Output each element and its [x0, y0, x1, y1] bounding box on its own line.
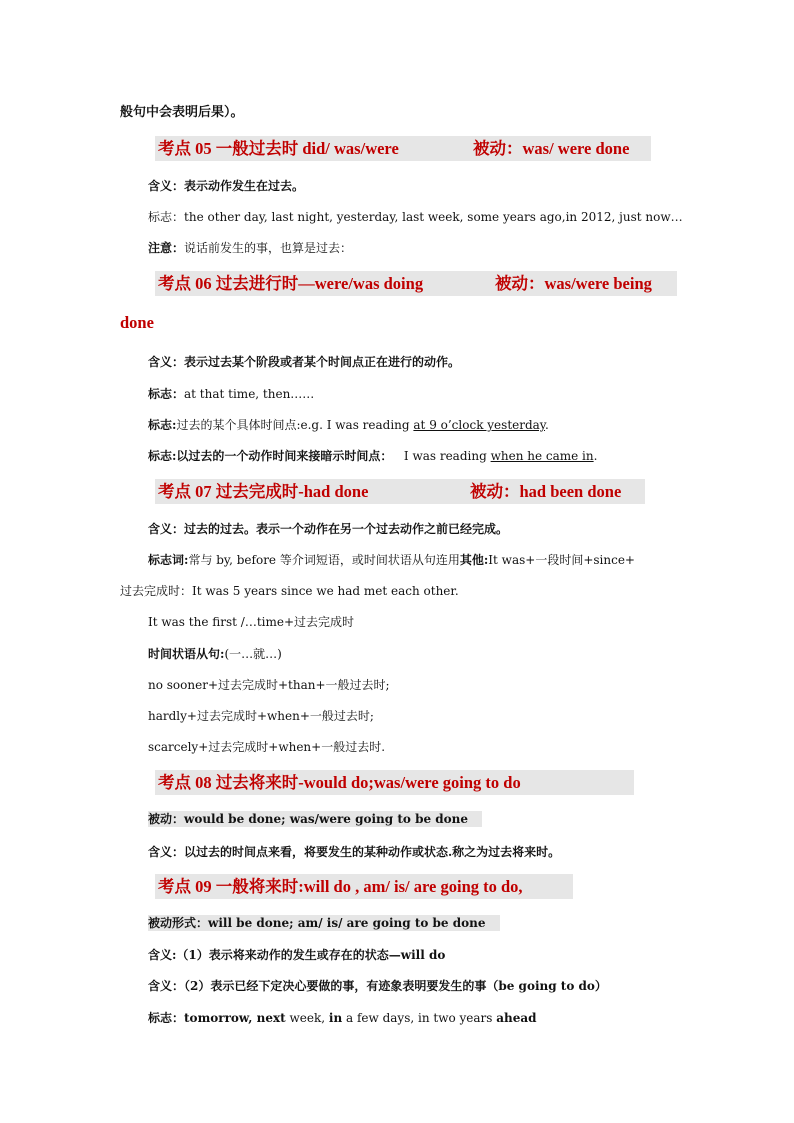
s07-marker: [148, 551, 635, 568]
s06-marker3-end: .: [593, 449, 598, 463]
s06-marker2-end: .: [545, 418, 549, 432]
heading-06-title: 考点 06 过去进行时—were/was doing: [158, 274, 424, 293]
s07-marker-d: 过去完成时：It was 5 years since we had met each other.: [120, 584, 459, 598]
s05-note-label: 注意：: [148, 241, 185, 255]
heading-06-passive: 被动：was/were being: [495, 274, 652, 293]
s09-passive: [148, 914, 500, 931]
heading-05-passive: 被动：was/ were done: [473, 139, 630, 158]
s06-marker3: [148, 447, 597, 464]
s05-meaning-label: 含义：: [148, 179, 185, 193]
s05-note-text: 说话前发生的事，也算是过去：: [184, 241, 353, 255]
top-line: 般句中会表明后果）。: [120, 105, 244, 120]
s06-marker2-text: 过去的某个具体时间点:e.g. I was reading: [176, 418, 414, 432]
s06-marker3-underlined: when he came in: [490, 449, 594, 463]
s05-meaning-text: 表示动作发生在过去。: [184, 179, 305, 193]
heading-09-title: 考点 09 一般将来时:will do , am/ is/ are going to do,: [158, 877, 523, 896]
s09-marker-1: tomorrow, next: [184, 1011, 286, 1025]
s09-meaning-2: 含义：（2）表示已经下定决心要做的事，有迹象表明要发生的事（be going to do）: [148, 979, 607, 993]
s08-passive-text: 被动：would be done; was/were going to be done: [148, 811, 482, 827]
heading-07-passive: 被动：had been done: [470, 482, 622, 501]
heading-05: [155, 136, 651, 161]
s06-marker3-example: I was reading: [403, 449, 491, 463]
s07-clause: [148, 645, 282, 662]
s07-marker-a: 常与 by, before 等介词短语，或时间状语从句连用: [188, 553, 460, 567]
s06-meaning: 含义：表示过去某个阶段或者某个时间点正在进行的动作。: [148, 355, 461, 369]
s06-marker2: [148, 416, 549, 433]
s09-marker-4: a few days, in two years: [342, 1011, 497, 1025]
s07-meaning: 含义：过去的过去。表示一个动作在另一个过去动作之前已经完成。: [148, 522, 509, 536]
s05-note: [148, 239, 352, 256]
s07-marker-label: 标志词:: [148, 553, 189, 567]
s08-passive: [148, 810, 482, 827]
heading-05-title: 考点 05 一般过去时 did/ was/were: [158, 139, 399, 158]
s06-marker: [148, 385, 314, 402]
s09-marker-5: ahead: [496, 1011, 537, 1025]
s06-marker-label: 标志：: [148, 387, 185, 401]
s09-marker-3: in: [328, 1011, 343, 1025]
s06-marker2-underlined: at 9 o’clock yesterday: [413, 418, 545, 432]
heading-09: [155, 874, 573, 899]
s08-meaning: 含义：以过去的时间点来看，将要发生的某种动作或状态.称之为过去将来时。: [148, 845, 561, 859]
s07-pattern-2: hardly+过去完成时+when+一般过去时;: [148, 709, 374, 723]
heading-07-title: 考点 07 过去完成时-had done: [158, 482, 369, 501]
s05-marker-label: 标志：: [148, 210, 185, 224]
s07-marker-b: 其他:: [459, 553, 489, 567]
s07-clause-label: 时间状语从句:: [148, 647, 225, 661]
s05-meaning: [148, 177, 304, 194]
heading-06-cont: done: [120, 313, 154, 332]
s06-marker3-label: 标志:以过去的一个动作时间来接暗示时间点：: [148, 449, 393, 463]
heading-08-title: 考点 08 过去将来时-would do;was/were going to do: [158, 773, 521, 792]
heading-08: [155, 770, 634, 795]
s07-marker-c: It was+一段时间+since+: [488, 553, 635, 567]
s05-marker-text: the other day, last night, yesterday, last week, some years ago,in 2012, just now…: [184, 210, 683, 224]
heading-07: [155, 479, 645, 504]
s07-clause-hint: (一…就…): [224, 647, 282, 661]
s09-marker-label: 标志：: [148, 1011, 185, 1025]
s06-marker2-label: 标志:: [148, 418, 177, 432]
s09-marker: [148, 1009, 537, 1026]
s07-first: It was the first /…time+过去完成时: [148, 615, 355, 629]
s07-pattern-3: scarcely+过去完成时+when+一般过去时.: [148, 740, 386, 754]
heading-06: [155, 271, 677, 296]
s09-meaning-1: 含义:（1）表示将来动作的发生或存在的状态—will do: [148, 948, 446, 962]
s05-marker: [148, 208, 683, 225]
s09-passive-text: 被动形式：will be done; am/ is/ are going to be done: [148, 915, 500, 931]
s07-pattern-1: no sooner+过去完成时+than+一般过去时;: [148, 678, 390, 692]
s09-marker-2: week,: [285, 1011, 329, 1025]
s06-marker-text: at that time, then……: [184, 387, 315, 401]
